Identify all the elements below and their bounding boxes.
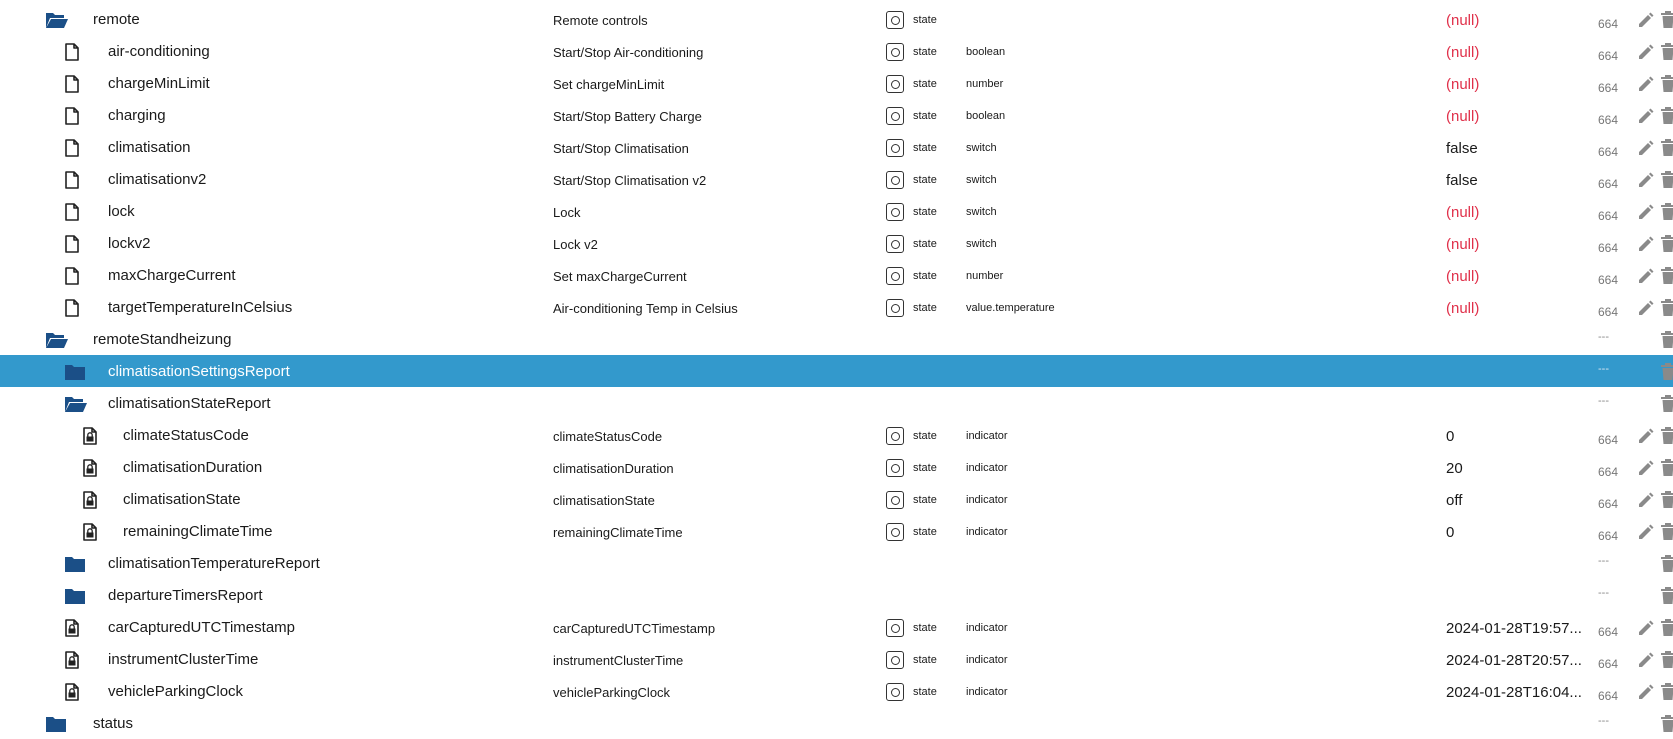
object-value[interactable]: (null) bbox=[1446, 76, 1480, 93]
object-value[interactable]: (null) bbox=[1446, 236, 1480, 253]
object-name[interactable]: climatisationSettingsReport bbox=[108, 363, 290, 380]
object-value[interactable]: 0 bbox=[1446, 428, 1455, 445]
role-label: state bbox=[913, 654, 937, 666]
object-value[interactable]: 2024-01-28T16:04... bbox=[1446, 684, 1582, 701]
object-name[interactable]: climatisationStateReport bbox=[108, 395, 271, 412]
acl-placeholder: --- bbox=[1598, 363, 1609, 375]
delete-trash-icon[interactable] bbox=[1660, 715, 1673, 737]
acl-value[interactable]: 664 bbox=[1598, 241, 1619, 255]
object-name[interactable]: maxChargeCurrent bbox=[108, 267, 236, 284]
edit-pencil-icon[interactable] bbox=[1636, 619, 1654, 641]
role-label: state bbox=[913, 174, 937, 186]
edit-pencil-icon[interactable] bbox=[1636, 267, 1654, 289]
delete-trash-icon[interactable] bbox=[1660, 587, 1673, 609]
object-name[interactable]: climatisationv2 bbox=[108, 171, 207, 188]
object-value[interactable]: 20 bbox=[1446, 460, 1463, 477]
tree-state-row[interactable] bbox=[0, 483, 1673, 515]
delete-trash-icon[interactable] bbox=[1660, 619, 1673, 641]
tree-state-row[interactable] bbox=[0, 643, 1673, 675]
acl-placeholder: --- bbox=[1598, 715, 1609, 727]
object-description: Start/Stop Air-conditioning bbox=[553, 45, 704, 60]
role-state-icon bbox=[886, 523, 904, 541]
edit-pencil-icon[interactable] bbox=[1636, 427, 1654, 449]
object-type: indicator bbox=[966, 494, 1008, 506]
tree-state-row[interactable] bbox=[0, 259, 1673, 291]
role-label: state bbox=[913, 494, 937, 506]
tree-folder-row[interactable] bbox=[0, 579, 1673, 611]
role-state-icon bbox=[886, 171, 904, 189]
acl-placeholder: --- bbox=[1598, 555, 1609, 567]
object-type: indicator bbox=[966, 686, 1008, 698]
role-state-icon bbox=[886, 651, 904, 669]
delete-trash-icon[interactable] bbox=[1660, 267, 1673, 289]
file-lock-icon[interactable] bbox=[64, 683, 86, 701]
acl-value[interactable]: 664 bbox=[1598, 17, 1619, 31]
object-description: Air-conditioning Temp in Celsius bbox=[553, 301, 738, 316]
object-name[interactable]: targetTemperatureInCelsius bbox=[108, 299, 293, 316]
object-value[interactable]: 0 bbox=[1446, 524, 1455, 541]
object-name[interactable]: remainingClimateTime bbox=[123, 523, 273, 540]
folder-open-icon[interactable] bbox=[45, 331, 69, 349]
object-type: indicator bbox=[966, 462, 1008, 474]
object-name[interactable]: remote bbox=[93, 11, 140, 28]
acl-value[interactable]: 664 bbox=[1598, 113, 1619, 127]
role-state-icon bbox=[886, 203, 904, 221]
role-label: state bbox=[913, 238, 937, 250]
delete-trash-icon[interactable] bbox=[1660, 395, 1673, 417]
tree-state-row[interactable] bbox=[0, 195, 1673, 227]
delete-trash-icon[interactable] bbox=[1660, 11, 1673, 33]
object-type: switch bbox=[966, 142, 997, 154]
object-description: Remote controls bbox=[553, 13, 648, 28]
object-type: number bbox=[966, 270, 1004, 282]
delete-trash-icon[interactable] bbox=[1660, 331, 1673, 353]
object-description: instrumentClusterTime bbox=[553, 653, 684, 668]
edit-pencil-icon[interactable] bbox=[1636, 75, 1654, 97]
object-name[interactable]: charging bbox=[108, 107, 166, 124]
object-description: Set chargeMinLimit bbox=[553, 77, 665, 92]
role-state-icon bbox=[886, 75, 904, 93]
file-lock-icon[interactable] bbox=[64, 619, 86, 637]
object-value[interactable]: (null) bbox=[1446, 268, 1480, 285]
acl-placeholder: --- bbox=[1598, 587, 1609, 599]
tree-folder-row[interactable] bbox=[0, 323, 1673, 355]
edit-pencil-icon[interactable] bbox=[1636, 203, 1654, 225]
delete-trash-icon[interactable] bbox=[1660, 139, 1673, 161]
object-name[interactable]: climatisation bbox=[108, 139, 191, 156]
object-value[interactable]: 2024-01-28T20:57... bbox=[1446, 652, 1582, 669]
tree-state-row[interactable] bbox=[0, 451, 1673, 483]
role-state-icon bbox=[886, 299, 904, 317]
file-icon[interactable] bbox=[64, 235, 86, 253]
file-lock-icon[interactable] bbox=[82, 491, 104, 509]
role-label: state bbox=[913, 46, 937, 58]
object-name[interactable]: climatisationTemperatureReport bbox=[108, 555, 320, 572]
file-icon[interactable] bbox=[64, 299, 86, 317]
file-icon[interactable] bbox=[64, 107, 86, 125]
edit-pencil-icon[interactable] bbox=[1636, 107, 1654, 129]
delete-trash-icon[interactable] bbox=[1660, 235, 1673, 257]
delete-trash-icon[interactable] bbox=[1660, 203, 1673, 225]
delete-trash-icon[interactable] bbox=[1660, 299, 1673, 321]
delete-trash-icon[interactable] bbox=[1660, 523, 1673, 545]
object-description: remainingClimateTime bbox=[553, 525, 683, 540]
role-label: state bbox=[913, 270, 937, 282]
object-value[interactable]: (null) bbox=[1446, 44, 1480, 61]
object-description: climatisationState bbox=[553, 493, 655, 508]
file-icon[interactable] bbox=[64, 43, 86, 61]
folder-icon[interactable] bbox=[64, 555, 86, 573]
folder-icon[interactable] bbox=[64, 587, 86, 605]
file-lock-icon[interactable] bbox=[64, 651, 86, 669]
file-icon[interactable] bbox=[64, 139, 86, 157]
delete-trash-icon[interactable] bbox=[1660, 171, 1673, 193]
tree-folder-row[interactable] bbox=[0, 547, 1673, 579]
object-description: Lock bbox=[553, 205, 581, 220]
object-type: indicator bbox=[966, 430, 1008, 442]
delete-trash-icon[interactable] bbox=[1660, 651, 1673, 673]
tree-folder-row[interactable] bbox=[0, 355, 1673, 387]
role-state-icon bbox=[886, 491, 904, 509]
delete-trash-icon[interactable] bbox=[1660, 363, 1673, 385]
role-state-icon bbox=[886, 107, 904, 125]
object-value[interactable]: (null) bbox=[1446, 204, 1480, 221]
object-type: switch bbox=[966, 206, 997, 218]
tree-folder-row[interactable] bbox=[0, 3, 1673, 35]
object-type: value.temperature bbox=[966, 302, 1055, 314]
object-description: Start/Stop Battery Charge bbox=[553, 109, 702, 124]
tree-state-row[interactable] bbox=[0, 99, 1673, 131]
object-name[interactable]: climatisationDuration bbox=[123, 459, 263, 476]
role-label: state bbox=[913, 622, 937, 634]
object-name[interactable]: remoteStandheizung bbox=[93, 331, 232, 348]
object-type: switch bbox=[966, 238, 997, 250]
file-icon[interactable] bbox=[64, 203, 86, 221]
tree-state-row[interactable] bbox=[0, 227, 1673, 259]
acl-value[interactable]: 664 bbox=[1598, 497, 1619, 511]
object-name[interactable]: status bbox=[93, 715, 134, 732]
role-state-icon bbox=[886, 139, 904, 157]
acl-value[interactable]: 664 bbox=[1598, 177, 1619, 191]
object-name[interactable]: lock bbox=[108, 203, 135, 220]
object-name[interactable]: chargeMinLimit bbox=[108, 75, 210, 92]
acl-value[interactable]: 664 bbox=[1598, 305, 1619, 319]
object-description: carCapturedUTCTimestamp bbox=[553, 621, 716, 636]
object-name[interactable]: carCapturedUTCTimestamp bbox=[108, 619, 295, 636]
object-name[interactable]: climatisationState bbox=[123, 491, 241, 508]
delete-trash-icon[interactable] bbox=[1660, 459, 1673, 481]
object-value[interactable]: false bbox=[1446, 172, 1478, 189]
role-label: state bbox=[913, 430, 937, 442]
file-icon[interactable] bbox=[64, 171, 86, 189]
role-state-icon bbox=[886, 11, 904, 29]
role-state-icon bbox=[886, 459, 904, 477]
object-value[interactable]: off bbox=[1446, 492, 1463, 509]
tree-folder-row[interactable] bbox=[0, 387, 1673, 419]
edit-pencil-icon[interactable] bbox=[1636, 683, 1654, 705]
object-description: vehicleParkingClock bbox=[553, 685, 671, 700]
object-name[interactable]: departureTimersReport bbox=[108, 587, 263, 604]
folder-open-icon[interactable] bbox=[45, 11, 69, 29]
file-lock-icon[interactable] bbox=[82, 427, 104, 445]
tree-state-row[interactable] bbox=[0, 35, 1673, 67]
object-description: Start/Stop Climatisation v2 bbox=[553, 173, 707, 188]
folder-icon[interactable] bbox=[64, 363, 86, 381]
role-state-icon bbox=[886, 43, 904, 61]
acl-value[interactable]: 664 bbox=[1598, 689, 1619, 703]
edit-pencil-icon[interactable] bbox=[1636, 299, 1654, 321]
file-lock-icon[interactable] bbox=[82, 459, 104, 477]
object-type: indicator bbox=[966, 622, 1008, 634]
acl-value[interactable]: 664 bbox=[1598, 529, 1619, 543]
tree-state-row[interactable] bbox=[0, 291, 1673, 323]
file-icon[interactable] bbox=[64, 267, 86, 285]
acl-value[interactable]: 664 bbox=[1598, 145, 1619, 159]
acl-placeholder: --- bbox=[1598, 331, 1609, 343]
role-label: state bbox=[913, 78, 937, 90]
role-state-icon bbox=[886, 427, 904, 445]
object-name[interactable]: lockv2 bbox=[108, 235, 151, 252]
edit-pencil-icon[interactable] bbox=[1636, 11, 1654, 33]
tree-state-row[interactable] bbox=[0, 67, 1673, 99]
object-type: boolean bbox=[966, 110, 1006, 122]
acl-value[interactable]: 664 bbox=[1598, 81, 1619, 95]
delete-trash-icon[interactable] bbox=[1660, 555, 1673, 577]
role-label: state bbox=[913, 302, 937, 314]
object-description: Start/Stop Climatisation bbox=[553, 141, 689, 156]
delete-trash-icon[interactable] bbox=[1660, 683, 1673, 705]
tree-state-row[interactable] bbox=[0, 611, 1673, 643]
object-name[interactable]: vehicleParkingClock bbox=[108, 683, 244, 700]
tree-state-row[interactable] bbox=[0, 515, 1673, 547]
tree-state-row[interactable] bbox=[0, 163, 1673, 195]
edit-pencil-icon[interactable] bbox=[1636, 651, 1654, 673]
object-type: boolean bbox=[966, 46, 1006, 58]
role-state-icon bbox=[886, 235, 904, 253]
object-description: climateStatusCode bbox=[553, 429, 663, 444]
folder-open-icon[interactable] bbox=[64, 395, 88, 413]
tree-state-row[interactable] bbox=[0, 419, 1673, 451]
tree-state-row[interactable] bbox=[0, 675, 1673, 707]
object-type: indicator bbox=[966, 526, 1008, 538]
acl-value[interactable]: 664 bbox=[1598, 433, 1619, 447]
delete-trash-icon[interactable] bbox=[1660, 427, 1673, 449]
tree-folder-row[interactable] bbox=[0, 707, 1673, 739]
object-name[interactable]: instrumentClusterTime bbox=[108, 651, 259, 668]
object-description: climatisationDuration bbox=[553, 461, 674, 476]
acl-value[interactable]: 664 bbox=[1598, 657, 1619, 671]
object-name[interactable]: climateStatusCode bbox=[123, 427, 249, 444]
file-lock-icon[interactable] bbox=[82, 523, 104, 541]
acl-value[interactable]: 664 bbox=[1598, 625, 1619, 639]
role-label: state bbox=[913, 462, 937, 474]
acl-value[interactable]: 664 bbox=[1598, 465, 1619, 479]
acl-placeholder: --- bbox=[1598, 395, 1609, 407]
role-state-icon bbox=[886, 267, 904, 285]
object-value[interactable]: (null) bbox=[1446, 108, 1480, 125]
acl-value[interactable]: 664 bbox=[1598, 273, 1619, 287]
delete-trash-icon[interactable] bbox=[1660, 43, 1673, 65]
object-value[interactable]: false bbox=[1446, 140, 1478, 157]
object-value[interactable]: 2024-01-28T19:57... bbox=[1446, 620, 1582, 637]
object-description: Set maxChargeCurrent bbox=[553, 269, 687, 284]
edit-pencil-icon[interactable] bbox=[1636, 523, 1654, 545]
object-name[interactable]: air-conditioning bbox=[108, 43, 210, 60]
delete-trash-icon[interactable] bbox=[1660, 491, 1673, 513]
edit-pencil-icon[interactable] bbox=[1636, 139, 1654, 161]
delete-trash-icon[interactable] bbox=[1660, 107, 1673, 129]
edit-pencil-icon[interactable] bbox=[1636, 43, 1654, 65]
acl-value[interactable]: 664 bbox=[1598, 209, 1619, 223]
role-state-icon bbox=[886, 619, 904, 637]
role-label: state bbox=[913, 142, 937, 154]
object-type: indicator bbox=[966, 654, 1008, 666]
tree-state-row[interactable] bbox=[0, 131, 1673, 163]
role-label: state bbox=[913, 110, 937, 122]
object-type: number bbox=[966, 78, 1004, 90]
acl-value[interactable]: 664 bbox=[1598, 49, 1619, 63]
edit-pencil-icon[interactable] bbox=[1636, 491, 1654, 513]
object-value[interactable]: (null) bbox=[1446, 12, 1480, 29]
role-label: state bbox=[913, 206, 937, 218]
object-type: switch bbox=[966, 174, 997, 186]
folder-icon[interactable] bbox=[45, 715, 67, 733]
delete-trash-icon[interactable] bbox=[1660, 75, 1673, 97]
edit-pencil-icon[interactable] bbox=[1636, 235, 1654, 257]
role-label: state bbox=[913, 14, 937, 26]
object-description: Lock v2 bbox=[553, 237, 598, 252]
file-icon[interactable] bbox=[64, 75, 86, 93]
object-value[interactable]: (null) bbox=[1446, 300, 1480, 317]
role-state-icon bbox=[886, 683, 904, 701]
role-label: state bbox=[913, 686, 937, 698]
edit-pencil-icon[interactable] bbox=[1636, 171, 1654, 193]
edit-pencil-icon[interactable] bbox=[1636, 459, 1654, 481]
role-label: state bbox=[913, 526, 937, 538]
